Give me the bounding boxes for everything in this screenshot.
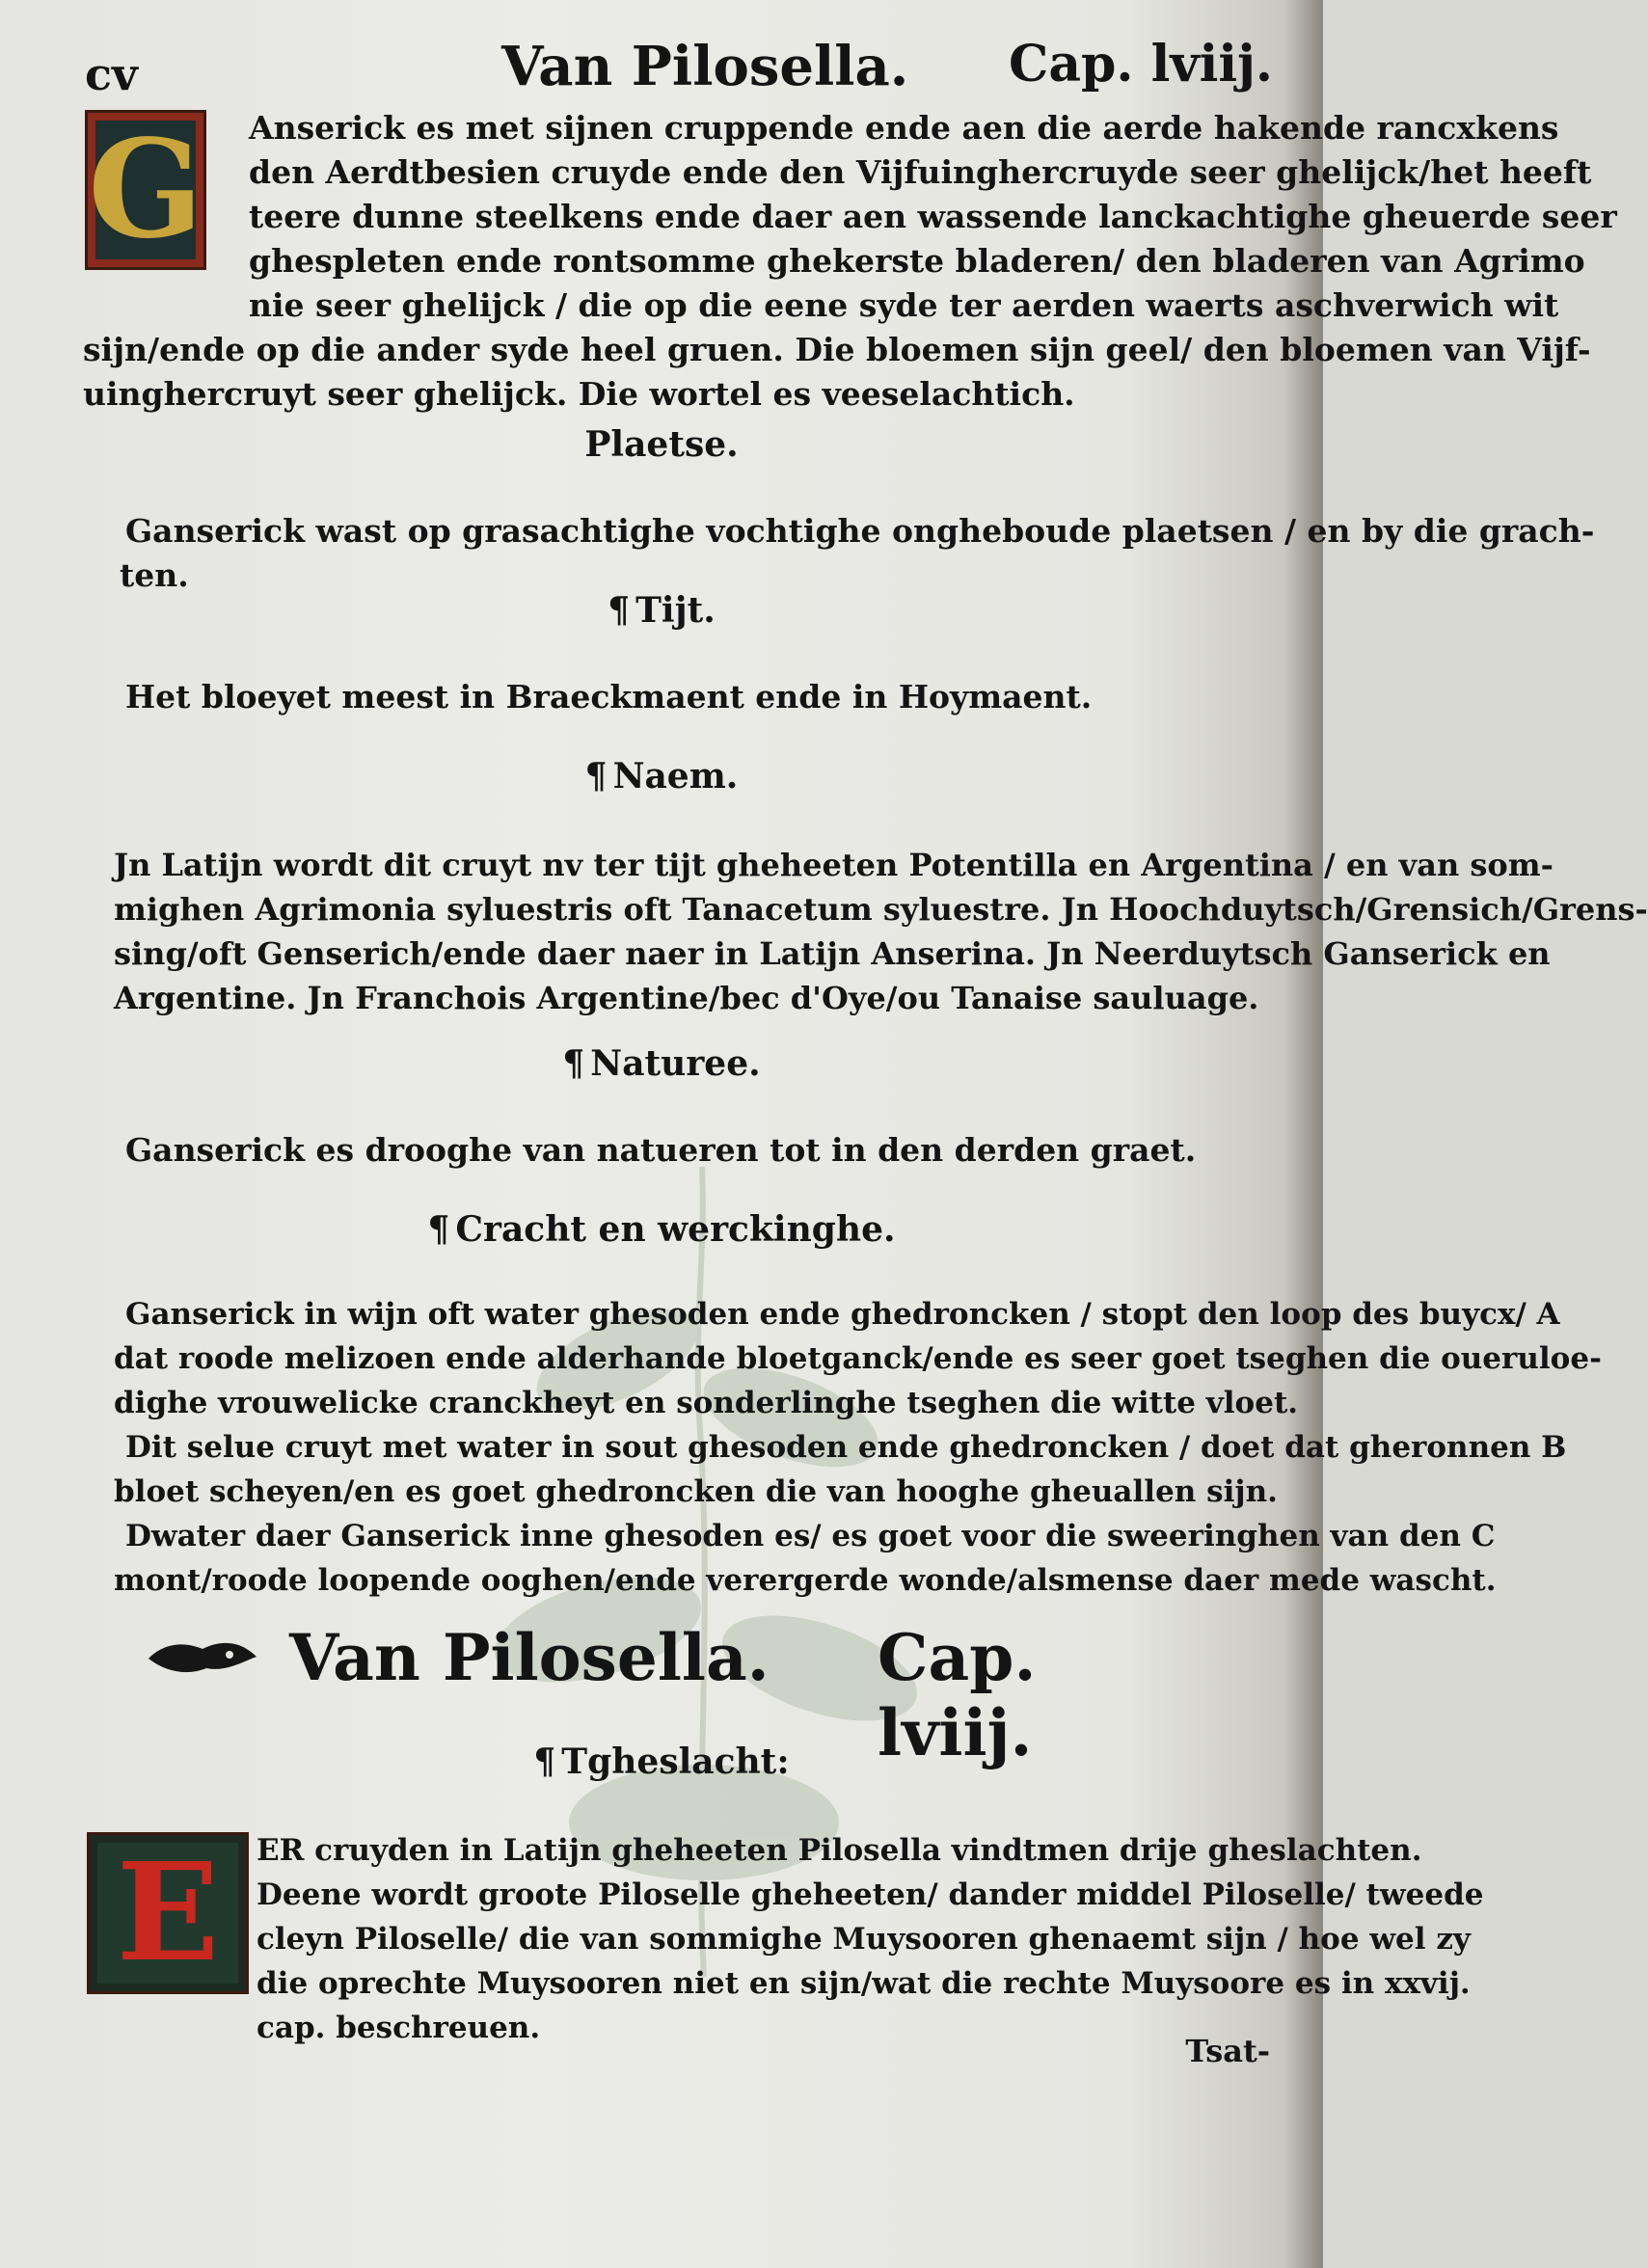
- decorated-initial-g: [85, 110, 206, 270]
- section-text-naturee: [125, 1128, 1273, 1173]
- pilcrow-icon: ¶: [608, 590, 631, 631]
- pilcrow-icon: ¶: [584, 756, 608, 796]
- section-heading-cracht: ¶ Cracht en werckinghe.: [427, 1209, 896, 1250]
- text-line: Deene wordt groote Piloselle gheheeten/ dander middel Piloselle/ tweede: [257, 1877, 1484, 1912]
- running-chapter: Cap. lviij.: [1008, 35, 1273, 94]
- text-line: sijn/ende op die ander syde heel gruen. Die bloemen sijn geel/ den bloemen van Vijf-: [83, 331, 1591, 368]
- pilcrow-icon: ¶: [427, 1209, 450, 1250]
- pilcrow-icon: ¶: [562, 1043, 585, 1084]
- text-line: den Aerdtbesien cruyde ende den Vijfuinghercruyde seer ghelijck/het heeft: [249, 153, 1592, 191]
- section-text-plaetse: [120, 509, 1595, 598]
- initial-letter: G: [88, 111, 203, 269]
- text-line: teere dunne steelkens ende daer aen wassende lanckachtighe gheuerde seer: [249, 198, 1617, 235]
- running-title: Van Pilosella.: [501, 35, 909, 98]
- chapter-title-text: Van Pilosella.: [289, 1620, 770, 1695]
- text-line: Dwater daer Ganserick inne ghesoden es/ es goet voor die sweeringhen van den C: [125, 1519, 1496, 1553]
- text-line: cleyn Piloselle/ die van sommighe Muysooren ghenaemt sijn / hoe wel zy: [257, 1922, 1471, 1957]
- text-line: Ganserick wast op grasachtighe vochtighe ongheboude plaetsen / en by die grach-: [125, 512, 1595, 550]
- text-line: die oprechte Muysooren niet en sijn/wat die rechte Muysoore es in xxvij.: [257, 1966, 1471, 2001]
- section-heading-naturee: ¶ Naturee.: [562, 1043, 761, 1084]
- intro-paragraph-continued: [83, 284, 1591, 417]
- pilosella-paragraph: [257, 1828, 1484, 2050]
- text-line: uinghercruyt seer ghelijck. Die wortel es veeselachtich.: [83, 375, 1075, 413]
- intro-paragraph: [249, 106, 1617, 284]
- section-heading-naem: ¶ Naem.: [584, 756, 739, 796]
- initial-letter: E: [116, 1834, 220, 1992]
- section-text-cracht: [114, 1292, 1602, 1603]
- running-header: [68, 29, 1284, 100]
- section-heading-plaetse: Plaetse.: [584, 424, 739, 465]
- text-line: cap. beschreuen.: [257, 2011, 541, 2045]
- catchword: Tsat-: [1185, 2033, 1270, 2069]
- text-line: mighen Agrimonia syluestris oft Tanacetum syluestre. Jn Hoochduytsch/Grensich/Grens-: [114, 891, 1648, 928]
- fleuron-hand-icon: [145, 1634, 260, 1682]
- text-line: Jn Latijn wordt dit cruyt nv ter tijt gheheeten Potentilla en Argentina / en van som-: [114, 847, 1553, 883]
- section-heading-tijt: ¶ Tijt.: [608, 590, 716, 631]
- chapter-number: Cap. lviij.: [878, 1620, 1037, 1770]
- text-line: dat roode melizoen ende alderhande bloetganck/ende es seer goet tseghen die oueruloe-: [114, 1341, 1602, 1376]
- text-line: Dit selue cruyt met water in sout ghesoden ende ghedroncken / doet dat gheronnen B: [125, 1430, 1567, 1465]
- text-line: bloet scheyen/en es goet ghedroncken die van hooghe gheuallen sijn.: [114, 1474, 1278, 1509]
- text-line: ghespleten ende rontsomme ghekerste bladeren/ den bladeren van Agrimo: [249, 242, 1585, 280]
- section-heading-gheslacht: ¶ Tgheslacht:: [533, 1742, 790, 1782]
- text-line: Anserick es met sijnen cruppende ende aen die aerde hakende rancxkens: [249, 109, 1559, 147]
- text-line: Argentine. Jn Franchois Argentine/bec d'Oye/ou Tanaise sauluage.: [114, 980, 1259, 1016]
- text-line: Ganserick es drooghe van natueren tot in den derden graet.: [125, 1131, 1197, 1169]
- text-line: ten.: [120, 556, 189, 594]
- section-text-naem: [114, 843, 1648, 1020]
- text-line: sing/oft Genserich/ende daer naer in Latijn Anserina. Jn Neerduytsch Ganserick en: [114, 935, 1551, 972]
- pilcrow-icon: ¶: [533, 1742, 556, 1782]
- text-line: ER cruyden in Latijn gheheeten Pilosella vindtmen drije gheslachten.: [257, 1833, 1422, 1868]
- text-line: Ganserick in wijn oft water ghesoden ende ghedroncken / stopt den loop des buycx/ A: [125, 1297, 1560, 1332]
- folio-number: cv: [85, 48, 138, 100]
- text-line: nie seer ghelijck / die op die eene syde ter aerden waerts aschverwich wit: [249, 286, 1559, 324]
- text-line: mont/roode loopende ooghen/ende verergerde wonde/alsmense daer mede wascht.: [114, 1563, 1497, 1598]
- section-text-tijt: [125, 675, 1273, 719]
- decorated-initial-e: [87, 1832, 249, 1994]
- text-line: Het bloeyet meest in Braeckmaent ende in Hoymaent.: [125, 678, 1093, 716]
- text-line: dighe vrouwelicke cranckheyt en sonderlinghe tseghen die witte vloet.: [114, 1386, 1299, 1420]
